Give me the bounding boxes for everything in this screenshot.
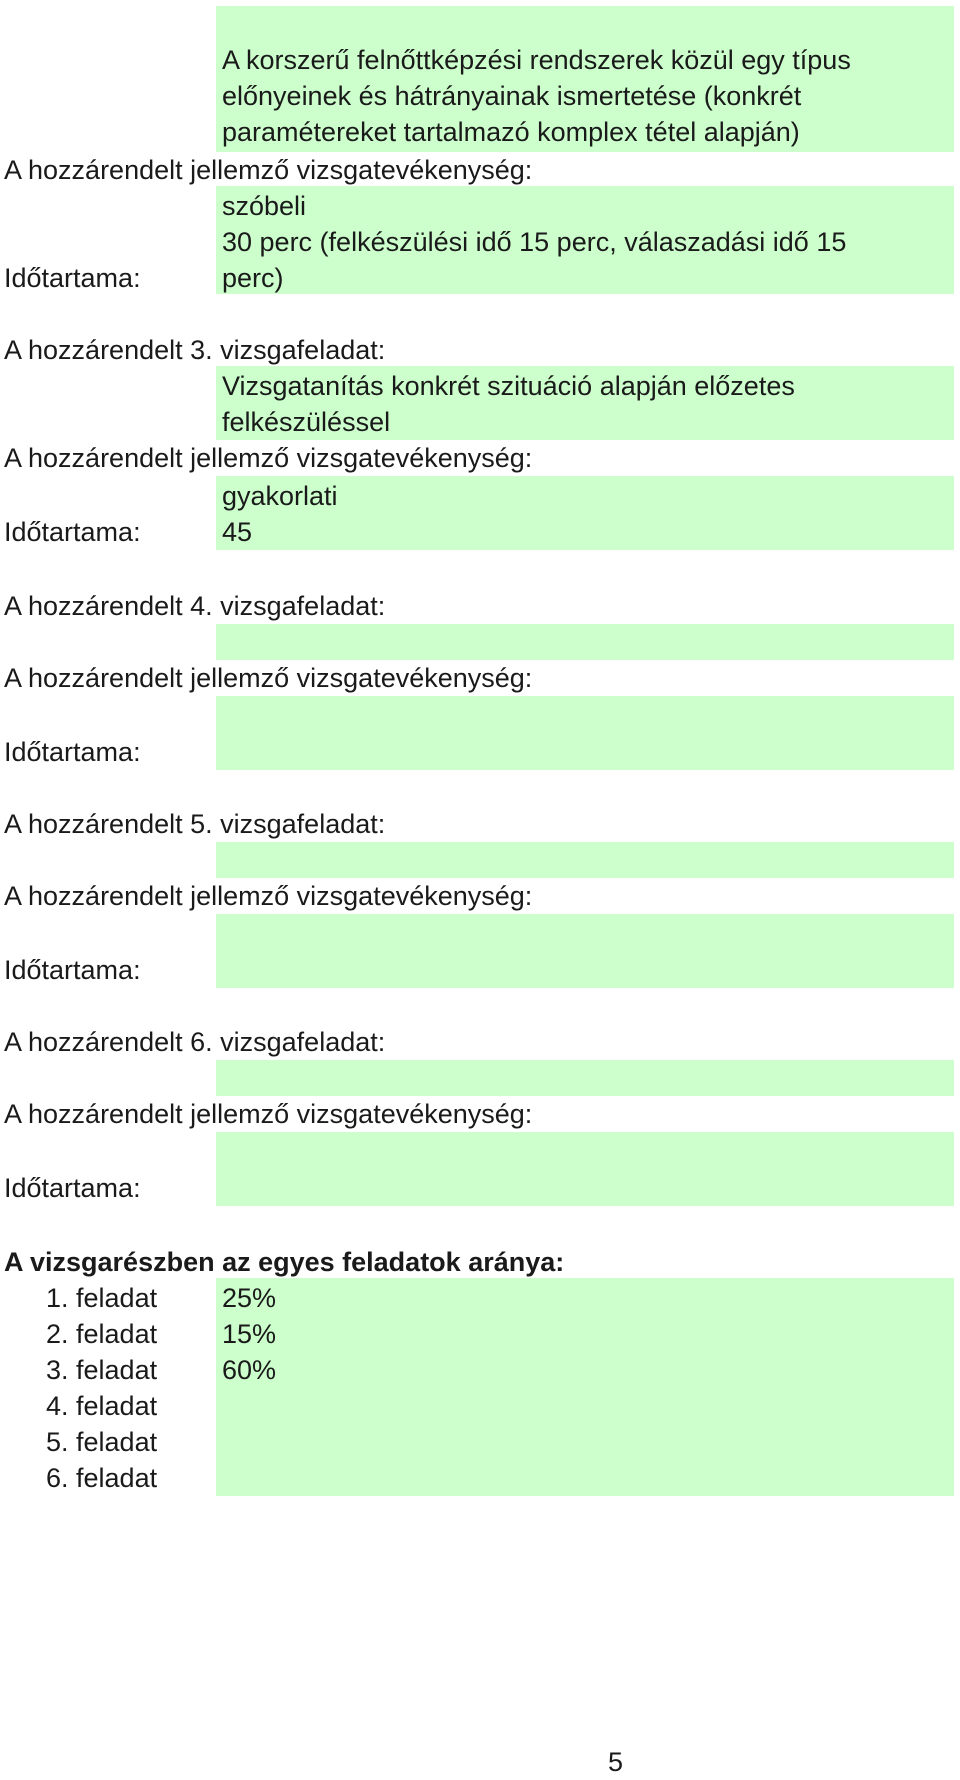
task2-title-line-2: előnyeinek és hátrányainak ismertetése (konkrét (222, 81, 802, 111)
task2-title-line-1: A korszerű felnőttképzési rendszerek közül egy típus (222, 45, 851, 75)
task5-title-field (216, 842, 954, 878)
task3-header: A hozzárendelt 3. vizsgafeladat: (4, 335, 386, 365)
task6-title-field (216, 1060, 954, 1096)
task6-activity-label: A hozzárendelt jellemző vizsgatevékenység: (4, 1099, 533, 1129)
task6-activity-duration-field (216, 1132, 954, 1206)
ratio-row-2-value: 15% (222, 1319, 277, 1349)
task3-title-line-2: felkészüléssel (222, 407, 391, 437)
task5-activity-duration-field (216, 914, 954, 988)
task3-duration-label: Időtartama: (4, 517, 141, 547)
task4-duration-label: Időtartama: (4, 737, 141, 767)
ratio-row-5-label: 5. feladat (46, 1427, 158, 1457)
ratio-row-6-label: 6. feladat (46, 1463, 158, 1493)
task4-title-field (216, 624, 954, 660)
ratios-title: A vizsgarészben az egyes feladatok aránya: (4, 1247, 565, 1277)
task3-activity-value: gyakorlati (222, 481, 338, 511)
ratio-row-1-value: 25% (222, 1283, 277, 1313)
task2-activity-field (216, 186, 954, 222)
ratio-row-3-label: 3. feladat (46, 1355, 158, 1385)
task4-activity-duration-field (216, 696, 954, 770)
task5-activity-label: A hozzárendelt jellemző vizsgatevékenység: (4, 881, 533, 911)
task2-duration-line-1: 30 perc (felkészülési idő 15 perc, válaszadási idő 15 (222, 227, 847, 257)
page-number: 5 (608, 1747, 624, 1777)
task2-activity-value: szóbeli (222, 191, 307, 221)
task2-duration-label: Időtartama: (4, 263, 141, 293)
task3-activity-label: A hozzárendelt jellemző vizsgatevékenység: (4, 443, 533, 473)
ratio-row-4-label: 4. feladat (46, 1391, 158, 1421)
task4-activity-label: A hozzárendelt jellemző vizsgatevékenység: (4, 663, 533, 693)
task2-activity-label: A hozzárendelt jellemző vizsgatevékenység: (4, 155, 533, 185)
task3-title-line-1: Vizsgatanítás konkrét szituáció alapján előzetes (222, 371, 795, 401)
task6-duration-label: Időtartama: (4, 1173, 141, 1203)
task3-duration-value: 45 (222, 517, 253, 547)
ratios-values-field (216, 1278, 954, 1496)
task2-duration-line-2: perc) (222, 263, 284, 293)
task6-header: A hozzárendelt 6. vizsgafeladat: (4, 1027, 386, 1057)
ratio-row-3-value: 60% (222, 1355, 277, 1385)
ratio-row-1-label: 1. feladat (46, 1283, 158, 1313)
task5-header: A hozzárendelt 5. vizsgafeladat: (4, 809, 386, 839)
task2-title-line-3: paramétereket tartalmazó komplex tétel alapján) (222, 117, 800, 147)
ratio-row-2-label: 2. feladat (46, 1319, 158, 1349)
task5-duration-label: Időtartama: (4, 955, 141, 985)
task4-header: A hozzárendelt 4. vizsgafeladat: (4, 591, 386, 621)
